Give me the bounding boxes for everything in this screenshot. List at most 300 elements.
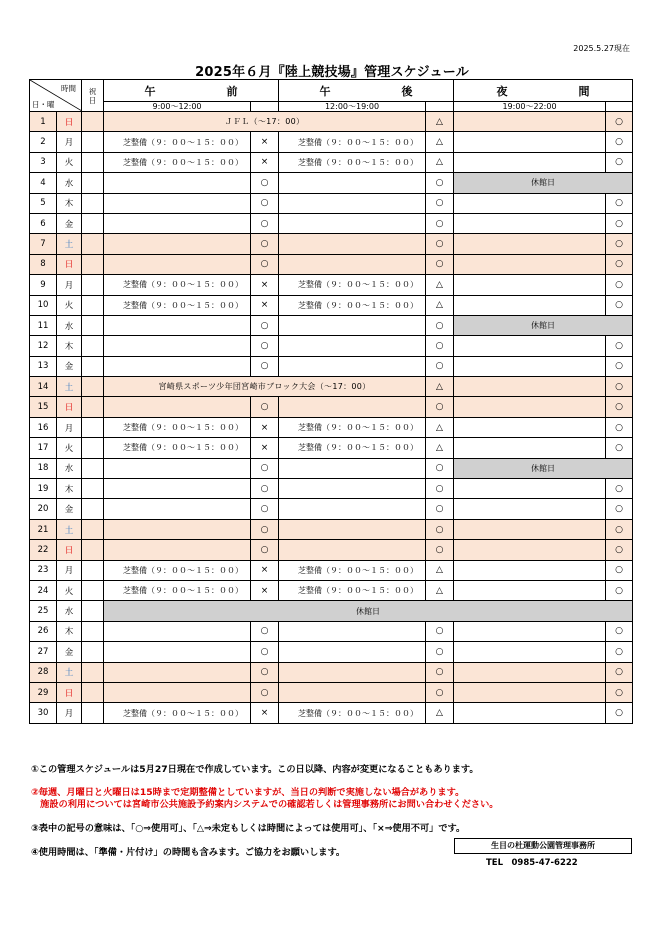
night-note (454, 560, 606, 580)
day-header-label: 日・曜 (32, 100, 55, 109)
morning-note (104, 356, 251, 376)
night-note (454, 295, 606, 315)
holiday-cell (82, 152, 104, 172)
afternoon-status: △ (426, 275, 454, 295)
event-cell: 宮崎県スポーツ少年団宮崎市ブロック大会（～17：00） (104, 377, 426, 397)
holiday-cell (82, 417, 104, 437)
day-number: 9 (30, 275, 57, 295)
note-1: ①この管理スケジュールは5月27日現在で作成しています。この日以降、内容が変更になることもあります。 (31, 764, 479, 775)
morning-status: × (251, 275, 279, 295)
table-row (30, 458, 633, 478)
night-status: ○ (606, 336, 633, 356)
day-of-week: 土 (57, 377, 82, 397)
holiday-cell (82, 377, 104, 397)
morning-status: ○ (251, 479, 279, 499)
day-number: 11 (30, 315, 57, 335)
night-status: ○ (606, 152, 633, 172)
morning-status: × (251, 417, 279, 437)
day-of-week: 木 (57, 193, 82, 213)
afternoon-status: △ (426, 132, 454, 152)
holiday-cell (82, 540, 104, 560)
night-note (454, 213, 606, 233)
day-of-week: 金 (57, 642, 82, 662)
event-cell: ＪＦＬ（～17：00） (104, 112, 426, 132)
afternoon-note: 芝整備（９：００～１５：００） (279, 417, 426, 437)
day-of-week: 日 (57, 254, 82, 274)
table-row (30, 417, 633, 437)
table-row (30, 275, 633, 295)
night-note (454, 132, 606, 152)
afternoon-status: ○ (426, 234, 454, 254)
night-closed-cell: 休館日 (454, 458, 633, 478)
time-header-label: 時間 (61, 84, 76, 93)
as-of-date: 2025.5.27現在 (573, 44, 630, 53)
afternoon-note: 芝整備（９：００～１５：００） (279, 275, 426, 295)
morning-status: ○ (251, 458, 279, 478)
morning-note (104, 458, 251, 478)
night-hours: 19:00～22:00 (454, 102, 606, 112)
afternoon-note (279, 682, 426, 702)
morning-status: ○ (251, 682, 279, 702)
holiday-cell (82, 234, 104, 254)
afternoon-note: 芝整備（９：００～１５：００） (279, 580, 426, 600)
night-note (454, 499, 606, 519)
table-row (30, 295, 633, 315)
table-row (30, 540, 633, 560)
night-status: ○ (606, 479, 633, 499)
morning-status: ○ (251, 234, 279, 254)
table-row (30, 356, 633, 376)
morning-note (104, 213, 251, 233)
table-row (30, 703, 633, 723)
day-of-week: 金 (57, 499, 82, 519)
office-info (454, 838, 632, 868)
morning-status: ○ (251, 397, 279, 417)
night-status: ○ (606, 580, 633, 600)
day-of-week: 日 (57, 397, 82, 417)
morning-note (104, 682, 251, 702)
afternoon-note (279, 499, 426, 519)
morning-note (104, 662, 251, 682)
night-status: ○ (606, 132, 633, 152)
afternoon-status: ○ (426, 193, 454, 213)
afternoon-status: ○ (426, 173, 454, 193)
morning-status: ○ (251, 336, 279, 356)
afternoon-note (279, 213, 426, 233)
morning-note (104, 621, 251, 641)
afternoon-status: ○ (426, 356, 454, 376)
afternoon-note: 芝整備（９：００～１５：００） (279, 438, 426, 458)
night-note (454, 356, 606, 376)
day-of-week: 水 (57, 458, 82, 478)
note-2a: ②毎週、月曜日と火曜日は15時まで定期整備としていますが、当日の判断で実施しない場合があります。 (31, 787, 465, 798)
afternoon-status: ○ (426, 397, 454, 417)
afternoon-note (279, 540, 426, 560)
day-number: 23 (30, 560, 57, 580)
page-title: 2025年６月『陸上競技場』管理スケジュール (195, 65, 469, 80)
table-row (30, 315, 633, 335)
day-of-week: 火 (57, 438, 82, 458)
table-row (30, 193, 633, 213)
day-of-week: 日 (57, 112, 82, 132)
morning-status: × (251, 580, 279, 600)
morning-note (104, 315, 251, 335)
table-row (30, 377, 633, 397)
afternoon-note: 芝整備（９：００～１５：００） (279, 703, 426, 723)
day-number: 4 (30, 173, 57, 193)
day-number: 2 (30, 132, 57, 152)
night-status: ○ (606, 703, 633, 723)
day-number: 17 (30, 438, 57, 458)
holiday-cell (82, 397, 104, 417)
afternoon-status: ○ (426, 621, 454, 641)
holiday-cell (82, 662, 104, 682)
night-note (454, 703, 606, 723)
day-of-week: 日 (57, 682, 82, 702)
night-closed-cell: 休館日 (454, 315, 633, 335)
afternoon-note (279, 642, 426, 662)
table-row (30, 213, 633, 233)
closed-day-cell: 休館日 (104, 601, 633, 621)
table-row (30, 438, 633, 458)
day-number: 12 (30, 336, 57, 356)
day-of-week: 日 (57, 540, 82, 560)
morning-status: ○ (251, 662, 279, 682)
day-number: 24 (30, 580, 57, 600)
night-status: ○ (606, 397, 633, 417)
table-row (30, 112, 633, 132)
table-row (30, 499, 633, 519)
night-status: ○ (606, 193, 633, 213)
morning-status: ○ (251, 173, 279, 193)
table-row (30, 479, 633, 499)
night-status: ○ (606, 662, 633, 682)
holiday-cell (82, 438, 104, 458)
morning-note (104, 336, 251, 356)
day-number: 26 (30, 621, 57, 641)
morning-note: 芝整備（９：００～１５：００） (104, 295, 251, 315)
morning-note (104, 479, 251, 499)
afternoon-status: ○ (426, 336, 454, 356)
night-note (454, 479, 606, 499)
afternoon-note: 芝整備（９：００～１５：００） (279, 295, 426, 315)
night-note (454, 336, 606, 356)
morning-status: × (251, 560, 279, 580)
morning-status: ○ (251, 540, 279, 560)
night-status: ○ (606, 682, 633, 702)
afternoon-status: ○ (426, 662, 454, 682)
table-row (30, 173, 633, 193)
afternoon-status: ○ (426, 519, 454, 539)
day-number: 5 (30, 193, 57, 213)
morning-note: 芝整備（９：００～１５：００） (104, 275, 251, 295)
afternoon-status: ○ (426, 682, 454, 702)
night-header: 夜 間 (454, 80, 633, 102)
afternoon-note (279, 336, 426, 356)
night-note (454, 438, 606, 458)
morning-note (104, 499, 251, 519)
night-note (454, 662, 606, 682)
morning-status: ○ (251, 519, 279, 539)
morning-note (104, 234, 251, 254)
day-of-week: 水 (57, 601, 82, 621)
holiday-cell (82, 458, 104, 478)
day-number: 27 (30, 642, 57, 662)
afternoon-note (279, 479, 426, 499)
afternoon-hours: 12:00～19:00 (279, 102, 426, 112)
holiday-cell (82, 356, 104, 376)
night-note (454, 580, 606, 600)
afternoon-note: 芝整備（９：００～１５：００） (279, 560, 426, 580)
morning-status: × (251, 703, 279, 723)
day-of-week: 月 (57, 132, 82, 152)
holiday-cell (82, 275, 104, 295)
afternoon-status: △ (426, 580, 454, 600)
holiday-cell (82, 193, 104, 213)
morning-note (104, 642, 251, 662)
morning-status: ○ (251, 315, 279, 335)
day-number: 15 (30, 397, 57, 417)
night-note (454, 275, 606, 295)
day-number: 30 (30, 703, 57, 723)
day-number: 6 (30, 213, 57, 233)
holiday-cell (82, 560, 104, 580)
night-status: ○ (606, 295, 633, 315)
afternoon-note (279, 519, 426, 539)
night-note (454, 397, 606, 417)
morning-status: × (251, 295, 279, 315)
holiday-cell (82, 213, 104, 233)
note-2b: 施設の利用については宮崎市公共施設予約案内システムでの確認若しくは管理事務所にお問い合わせください。 (31, 799, 499, 810)
night-note (454, 152, 606, 172)
afternoon-status: ○ (426, 499, 454, 519)
note-3: ③表中の記号の意味は、「○⇒使用可」、「△⇒未定もしくは時間によっては使用可」、「×⇒使用不可」です。 (31, 823, 466, 834)
day-number: 21 (30, 519, 57, 539)
morning-header: 午 前 (104, 80, 279, 102)
schedule-table (29, 79, 633, 724)
morning-status: ○ (251, 621, 279, 641)
day-of-week: 月 (57, 275, 82, 295)
night-status: ○ (606, 499, 633, 519)
day-number: 28 (30, 662, 57, 682)
day-number: 14 (30, 377, 57, 397)
afternoon-note (279, 254, 426, 274)
holiday-cell (82, 642, 104, 662)
afternoon-status: △ (426, 417, 454, 437)
afternoon-status: △ (426, 703, 454, 723)
afternoon-status: △ (426, 438, 454, 458)
day-of-week: 月 (57, 560, 82, 580)
morning-status: ○ (251, 193, 279, 213)
afternoon-header: 午 後 (279, 80, 454, 102)
night-status: ○ (606, 417, 633, 437)
night-note (454, 377, 606, 397)
holiday-cell (82, 519, 104, 539)
morning-note (104, 173, 251, 193)
day-of-week: 火 (57, 580, 82, 600)
morning-note: 芝整備（９：００～１５：００） (104, 132, 251, 152)
morning-status: ○ (251, 213, 279, 233)
day-of-week: 木 (57, 479, 82, 499)
day-number: 25 (30, 601, 57, 621)
day-number: 16 (30, 417, 57, 437)
table-row (30, 560, 633, 580)
table-row (30, 397, 633, 417)
table-row (30, 580, 633, 600)
day-of-week: 火 (57, 295, 82, 315)
table-corner-header (30, 80, 82, 112)
night-status: ○ (606, 540, 633, 560)
morning-hours-spacer (251, 102, 279, 112)
holiday-cell (82, 132, 104, 152)
holiday-column-header: 祝 日 (82, 80, 104, 112)
night-hours-spacer (606, 102, 633, 112)
night-status: ○ (606, 377, 633, 397)
day-number: 10 (30, 295, 57, 315)
day-of-week: 月 (57, 417, 82, 437)
night-status: ○ (606, 356, 633, 376)
afternoon-note (279, 662, 426, 682)
afternoon-status: ○ (426, 315, 454, 335)
night-note (454, 193, 606, 213)
night-closed-cell: 休館日 (454, 173, 633, 193)
night-note (454, 519, 606, 539)
afternoon-note (279, 173, 426, 193)
table-row (30, 254, 633, 274)
night-status: ○ (606, 621, 633, 641)
morning-status: ○ (251, 254, 279, 274)
afternoon-note (279, 397, 426, 417)
day-number: 8 (30, 254, 57, 274)
morning-note: 芝整備（９：００～１５：００） (104, 152, 251, 172)
day-number: 7 (30, 234, 57, 254)
morning-status: × (251, 152, 279, 172)
morning-note: 芝整備（９：００～１５：００） (104, 703, 251, 723)
table-row (30, 519, 633, 539)
holiday-cell (82, 479, 104, 499)
night-note (454, 621, 606, 641)
afternoon-status: ○ (426, 458, 454, 478)
night-status: ○ (606, 275, 633, 295)
day-number: 13 (30, 356, 57, 376)
holiday-cell (82, 254, 104, 274)
table-row (30, 682, 633, 702)
night-status: ○ (606, 642, 633, 662)
afternoon-status: ○ (426, 254, 454, 274)
morning-note: 芝整備（９：００～１５：００） (104, 417, 251, 437)
afternoon-note (279, 193, 426, 213)
note-4: ④使用時間は、「準備・片付け」の時間も含みます。ご協力をお願いします。 (31, 847, 346, 858)
holiday-cell (82, 682, 104, 702)
day-number: 20 (30, 499, 57, 519)
morning-note: 芝整備（９：００～１５：００） (104, 438, 251, 458)
day-number: 1 (30, 112, 57, 132)
holiday-cell (82, 295, 104, 315)
afternoon-status: ○ (426, 642, 454, 662)
day-of-week: 金 (57, 356, 82, 376)
day-number: 3 (30, 152, 57, 172)
morning-note (104, 540, 251, 560)
day-of-week: 月 (57, 703, 82, 723)
night-status: ○ (606, 560, 633, 580)
night-note (454, 234, 606, 254)
table-row (30, 234, 633, 254)
table-row (30, 601, 633, 621)
holiday-cell (82, 601, 104, 621)
morning-status: ○ (251, 356, 279, 376)
night-note (454, 112, 606, 132)
day-of-week: 土 (57, 234, 82, 254)
afternoon-status: △ (426, 112, 454, 132)
afternoon-status: △ (426, 152, 454, 172)
morning-note (104, 519, 251, 539)
night-status: ○ (606, 112, 633, 132)
night-status: ○ (606, 438, 633, 458)
morning-note (104, 193, 251, 213)
afternoon-status: ○ (426, 540, 454, 560)
holiday-cell (82, 112, 104, 132)
afternoon-status: ○ (426, 479, 454, 499)
afternoon-note (279, 234, 426, 254)
table-row (30, 621, 633, 641)
day-of-week: 金 (57, 213, 82, 233)
afternoon-note (279, 621, 426, 641)
holiday-cell (82, 315, 104, 335)
night-note (454, 540, 606, 560)
day-of-week: 水 (57, 173, 82, 193)
afternoon-note (279, 458, 426, 478)
table-row (30, 132, 633, 152)
morning-status: ○ (251, 642, 279, 662)
day-number: 19 (30, 479, 57, 499)
afternoon-note (279, 356, 426, 376)
night-status: ○ (606, 519, 633, 539)
day-of-week: 火 (57, 152, 82, 172)
afternoon-note: 芝整備（９：００～１５：００） (279, 152, 426, 172)
office-name: 生目の杜運動公園管理事務所 (454, 838, 632, 854)
day-of-week: 木 (57, 621, 82, 641)
day-of-week: 木 (57, 336, 82, 356)
morning-note: 芝整備（９：００～１５：００） (104, 560, 251, 580)
afternoon-status: ○ (426, 213, 454, 233)
night-note (454, 417, 606, 437)
holiday-cell (82, 499, 104, 519)
day-number: 22 (30, 540, 57, 560)
night-status: ○ (606, 254, 633, 274)
morning-status: ○ (251, 499, 279, 519)
afternoon-note (279, 315, 426, 335)
day-number: 29 (30, 682, 57, 702)
morning-note: 芝整備（９：００～１５：００） (104, 580, 251, 600)
office-tel: TEL 0985-47-6222 (486, 858, 578, 868)
holiday-cell (82, 621, 104, 641)
afternoon-status: △ (426, 377, 454, 397)
day-of-week: 土 (57, 519, 82, 539)
morning-hours: 9:00～12:00 (104, 102, 251, 112)
table-row (30, 662, 633, 682)
holiday-cell (82, 336, 104, 356)
table-row (30, 642, 633, 662)
night-note (454, 682, 606, 702)
afternoon-status: △ (426, 295, 454, 315)
morning-status: × (251, 132, 279, 152)
morning-note (104, 254, 251, 274)
morning-note (104, 397, 251, 417)
day-number: 18 (30, 458, 57, 478)
day-of-week: 土 (57, 662, 82, 682)
night-note (454, 642, 606, 662)
holiday-cell (82, 173, 104, 193)
